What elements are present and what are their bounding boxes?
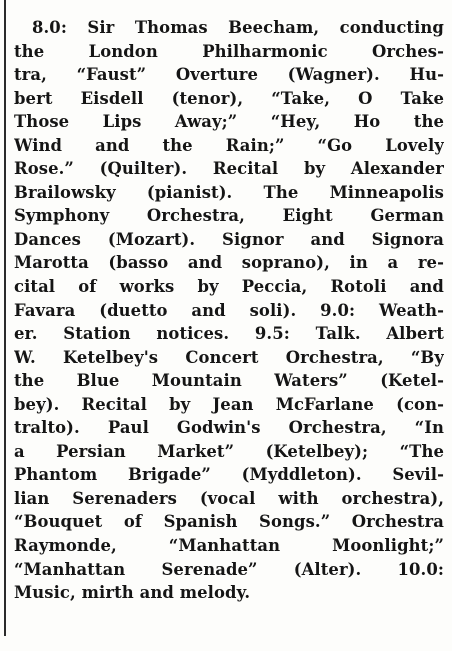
text-line: “Bouquet of Spanish Songs.” Orchestra bbox=[14, 512, 444, 532]
text-line: Brailowsky (pianist). The Minneapolis bbox=[14, 182, 444, 202]
text-line: Music, mirth and melody. bbox=[14, 583, 251, 603]
text-line: lian Serenaders (vocal with orchestra), bbox=[14, 488, 444, 508]
text-line: bey). Recital by Jean McFarlane (con- bbox=[14, 394, 444, 414]
column-rule bbox=[4, 0, 6, 636]
text-line: tralto). Paul Godwin's Orchestra, “In bbox=[14, 418, 444, 438]
text-line: Marotta (basso and soprano), in a re- bbox=[14, 253, 444, 273]
text-line: Dances (Mozart). Signor and Signora bbox=[14, 229, 444, 249]
text-line: a Persian Market” (Ketelbey); “The bbox=[14, 441, 444, 461]
text-line: er. Station notices. 9.5: Talk. Albert bbox=[14, 324, 444, 344]
text-line: Raymonde, “Manhattan Moonlight;” bbox=[14, 536, 444, 556]
radio-programme-listing bbox=[14, 16, 444, 605]
text-line: Wind and the Rain;” “Go Lovely bbox=[14, 135, 444, 155]
text-line: Symphony Orchestra, Eight German bbox=[14, 206, 444, 226]
text-line: the Blue Mountain Waters” (Ketel- bbox=[14, 371, 444, 391]
text-line: cital of works by Peccia, Rotoli and bbox=[14, 277, 444, 297]
text-line: Rose.” (Quilter). Recital by Alexander bbox=[14, 159, 444, 179]
text-line: bert Eisdell (tenor), “Take, O Take bbox=[14, 88, 444, 108]
text-line: Those Lips Away;” “Hey, Ho the bbox=[14, 112, 444, 132]
text-line: 8.0: Sir Thomas Beecham, conducting bbox=[32, 18, 444, 37]
text-line: Favara (duetto and soli). 9.0: Weath- bbox=[14, 300, 444, 320]
text-line: “Manhattan Serenade” (Alter). 10.0: bbox=[14, 559, 444, 579]
text-line: W. Ketelbey's Concert Orchestra, “By bbox=[14, 347, 444, 367]
text-line: Phantom Brigade” (Myddleton). Sevil- bbox=[14, 465, 444, 485]
text-line: tra, “Faust” Overture (Wagner). Hu- bbox=[14, 65, 444, 85]
text-line: the London Philharmonic Orches- bbox=[14, 41, 444, 61]
